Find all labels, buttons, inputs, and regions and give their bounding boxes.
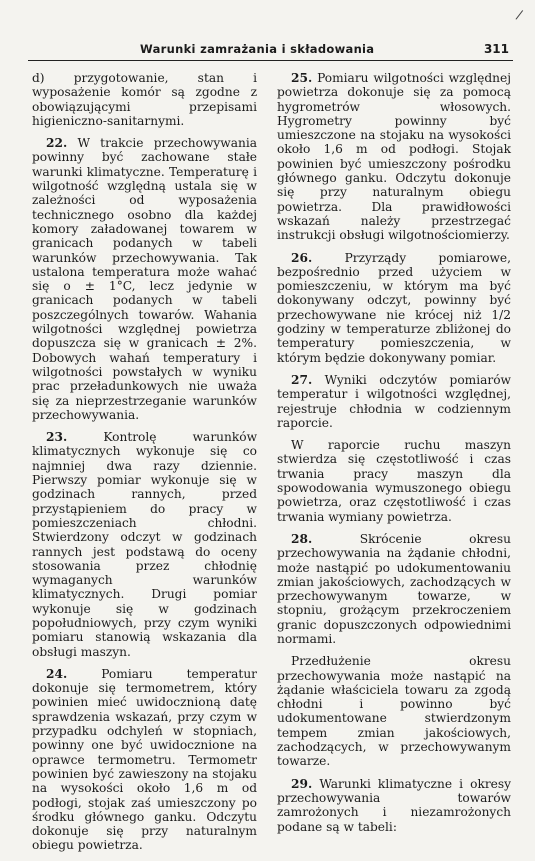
paragraph-text: W trakcie przechowywania powinny być zachowane stałe warunki klimatyczne. Temperaturę i wilgotność względną ustala się w zależności od wyposażenia technicznego osobno dla każdej komory załadowanej towarem w granicach podanych w tabeli warunków przechowywania. Tak ustalona temperatura może wahać się o ± 1°C, lecz jedynie w granicach podanych w tabeli poszczególnych towarów. Wahania wilgotności względnej powietrza dopuszcza się w granicach ± 2%. Dobowych wahań temperatury i wilgotności powstałych w wyniku prac przeładunkowych nie uważa się za nieprzestrzeganie warunków przechowywania. <box>32 136 258 422</box>
paragraph-text: Pomiaru temperatur dokonuje się termometrem, który powinien mieć uwidocznioną datę sprawdzenia wskazań, przy czym w przypadku odchyleń w stopniach, powinny one być uwidocznione na oprawce termometru. Termometr powinien być zawieszony na stojaku na wysokości około 1,6 m od podłogi, stojak zaś umieszczony po środku głównego ganku. Odczytu dokonuje się przy naturalnym obiegu powietrza. <box>32 666 257 853</box>
paragraph <box>32 136 257 422</box>
paragraph-number: 22. <box>46 136 68 151</box>
paragraph-number: 25. <box>291 71 313 85</box>
paragraph <box>32 71 257 128</box>
paragraph-text: Przedłużenie okresu przechowywania może nastąpić na żądanie właściciela towaru za zgodą chłodni i powinno być udokumentowane stwierdzonym tempem zmian jakościowych, zachodzących, w przechowywanym towarze. <box>277 654 511 769</box>
paragraph-number: 23. <box>46 430 68 445</box>
paragraph <box>277 777 511 834</box>
paragraph <box>277 532 511 646</box>
paragraph-number: 24. <box>46 666 68 681</box>
running-header <box>28 40 513 61</box>
paragraph <box>277 654 511 768</box>
paragraph-text: Wyniki odczytów pomiarów temperatur i wilgotności względnej, rejestruje chłodnia w codziennym raporcie. <box>277 372 511 430</box>
paragraph-number: 26. <box>291 250 313 265</box>
paragraph-text: W raporcie ruchu maszyn stwierdza się częstotliwość i czas trwania pracy maszyn dla spowodowania wymuszonego obiegu powietrza, oraz częstotliwość i czas trwania wymiany powietrza. <box>277 438 511 524</box>
paragraph-text: Kontrolę warunków klimatycznych wykonuje się co najmniej dwa razy dziennie. Pierwszy pomiar wykonuje się w godzinach rannych, przed przystąpieniem do pracy w pomieszczeniach chłodni. Stwierdzony odczyt w godzinach rannych jest podstawą do oceny stosowania przez chłodnię wymaganych warunków klimatycznych. Drugi pomiar wykonuje się w godzinach popołudniowych, przy czym wyniki pomiaru stanowią wskazania dla obsługi maszyn. <box>32 430 258 659</box>
left-column <box>32 71 257 861</box>
paragraph-number: 27. <box>291 372 313 387</box>
margin-mark: / <box>514 7 524 24</box>
paragraph-number: 29. <box>291 776 313 791</box>
paragraph-number: 28. <box>291 531 313 546</box>
page-number: 311 <box>483 42 509 56</box>
paragraph <box>277 373 511 430</box>
paragraph-text: Warunki klimatyczne i okresy przechowywania towarów zamrożonych i niezamrożonych podane są w tabeli: <box>277 776 512 834</box>
paragraph-text: Skrócenie okresu przechowywania na żądanie chłodni, może nastąpić po udokumentowaniu zmian jakościowych, zachodzących w przechowywanym towarze, w stopniu, grożącym przekroczeniem granic dopuszczonych odpowiednimi normami. <box>277 531 512 646</box>
right-column <box>277 71 511 842</box>
paragraph-text: Przyrządy pomiarowe, bezpośrednio przed użyciem w pomieszczeniu, w którym ma być dokonywany odczyt, powinny być przechowywane nie krócej niż 1/2 godziny w temperaturze zbliżonej do temperatury pomieszczenia, w którym będzie dokonywany pomiar. <box>277 250 512 365</box>
header-title: Warunki zamrażania i składowania <box>140 42 375 56</box>
paragraph <box>277 438 511 524</box>
paragraph-text: Pomiaru wilgotności względnej powietrza dokonuje się za pomocą hygrometrów włosowych. Hygrometry powinny być umieszczone na stojaku na wysokości około 1,6 m od podłogi. Stojak powinien być umieszczony pośrodku głównego ganku. Odczytu dokonuje się przy naturalnym obiegu powietrza. Dla prawidłowości wskazań należy przestrzegać instrukcji obsługi wilgotnościomierzy. <box>277 71 512 243</box>
paragraph <box>277 71 511 243</box>
paragraph <box>32 430 257 659</box>
paragraph-text: d) przygotowanie, stan i wyposażenie komór są zgodne z obowiązującymi przepisami higieniczno-sanitarnymi. <box>32 71 257 128</box>
paragraph <box>277 251 511 365</box>
paragraph <box>32 667 257 853</box>
